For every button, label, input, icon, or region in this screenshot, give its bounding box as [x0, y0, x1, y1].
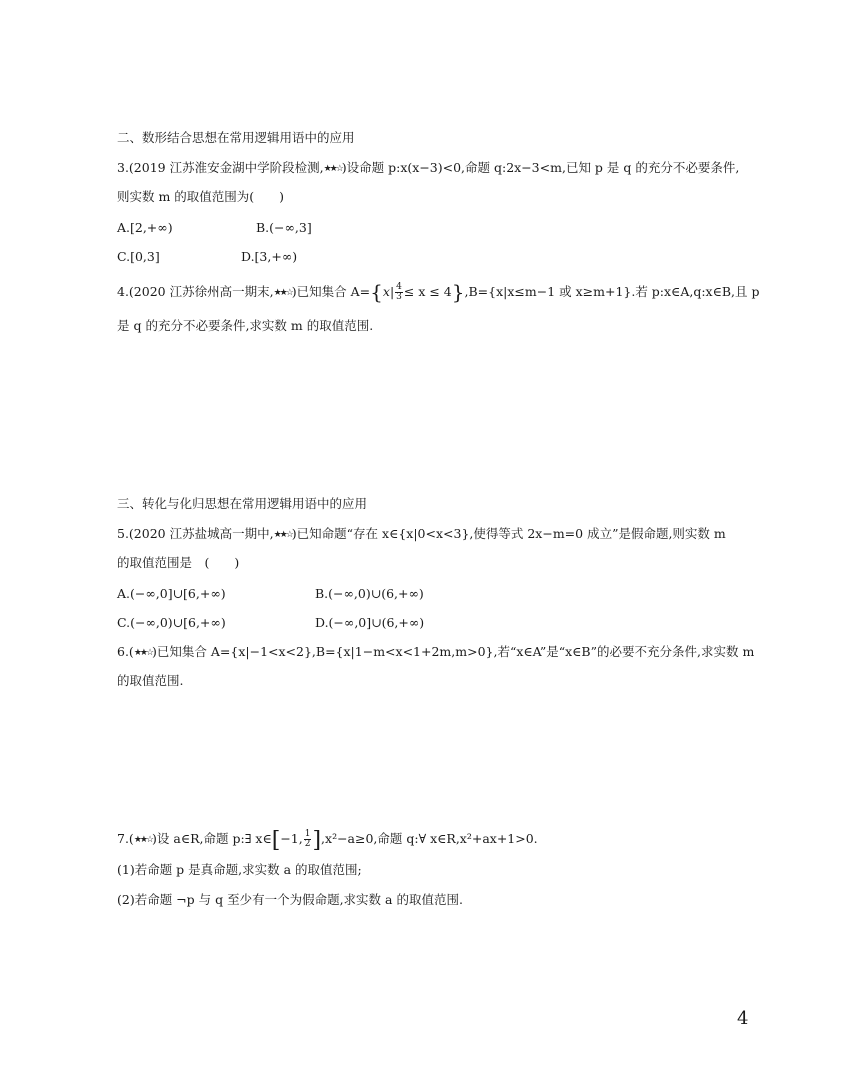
- fraction-denominator: 3: [396, 292, 402, 302]
- question-5-prefix: 5.(2020 江苏盐城高一期中,: [117, 526, 274, 541]
- set-condition: ≤ x ≤ 4: [403, 284, 452, 299]
- fraction-four-thirds: [395, 283, 403, 302]
- question-6-text-2: 的取值范围.: [117, 673, 184, 688]
- question-3-text-1: )设命题 p:x(x−3)<0,命题 q:2x−3<m,已知 p 是 q 的充分不必要条件,: [341, 160, 740, 175]
- interval-close-bracket: ]: [312, 828, 322, 853]
- question-5-option-c: C.(−∞,0)∪[6,+∞): [117, 615, 226, 630]
- question-4-text-1b: ,B={x|x≤m−1 或 x≥m+1}.若 p:x∈A,q:x∈B,且 p: [464, 284, 760, 299]
- question-6-prefix: 6.(: [117, 644, 134, 659]
- question-4-text-2: 是 q 的充分不必要条件,求实数 m 的取值范围.: [117, 318, 374, 333]
- page-number: 4: [737, 1008, 749, 1029]
- set-close-brace: }: [451, 280, 465, 304]
- question-7-text-1b: ,x²−a≥0,命题 q:∀ x∈R,x²+ax+1>0.: [321, 831, 538, 846]
- fraction-numerator: 4: [396, 282, 402, 292]
- question-4-prefix: 4.(2020 江苏徐州高一期末,: [117, 284, 274, 299]
- question-3-option-c: C.[0,3]: [117, 249, 160, 264]
- interval-open-bracket: [: [271, 828, 281, 853]
- section-3-title: 三、转化与化归思想在常用逻辑用语中的应用: [117, 496, 368, 511]
- difficulty-stars-icon: ★★☆: [323, 164, 342, 174]
- set-open-brace: {: [370, 280, 383, 304]
- section-2-title: 二、数形结合思想在常用逻辑用语中的应用: [117, 130, 355, 145]
- question-3-line-1: [117, 160, 739, 177]
- fraction-denominator: 2: [304, 839, 311, 849]
- question-7-part-1: (1)若命题 p 是真命题,求实数 a 的取值范围;: [117, 862, 362, 877]
- difficulty-stars-icon: ★★☆: [133, 835, 153, 845]
- interval-left: −1,: [280, 831, 303, 846]
- question-4-line-1: [117, 280, 760, 304]
- question-3-option-d: D.[3,+∞): [241, 249, 298, 264]
- question-4-text-1a: )已知集合 A=: [291, 284, 371, 299]
- difficulty-stars-icon: ★★☆: [133, 648, 153, 658]
- question-5-text-1: )已知命题“存在 x∈{x|0<x<3},使得等式 2x−m=0 成立”是假命题,则实数 m: [291, 526, 726, 541]
- question-7-prefix: 7.(: [117, 831, 134, 846]
- fraction-numerator: 1: [304, 829, 311, 839]
- question-6-line-1: [117, 644, 754, 661]
- set-bar: |: [389, 284, 395, 299]
- difficulty-stars-icon: ★★☆: [273, 530, 292, 540]
- question-3-text-2: 则实数 m 的取值范围为( ): [117, 189, 285, 204]
- fraction-one-half: [304, 830, 312, 849]
- question-5-option-a: A.(−∞,0]∪[6,+∞): [117, 586, 226, 601]
- question-5-text-2: 的取值范围是 ( ): [117, 555, 240, 570]
- set-variable: x: [382, 284, 390, 299]
- question-7-line-1: [117, 828, 538, 853]
- question-7-part-2: (2)若命题 ¬p 与 q 至少有一个为假命题,求实数 a 的取值范围.: [117, 892, 463, 907]
- question-3-option-a: A.[2,+∞): [117, 220, 173, 235]
- question-5-option-d: D.(−∞,0]∪(6,+∞): [315, 615, 425, 630]
- question-3-option-b: B.(−∞,3]: [256, 220, 312, 235]
- question-7-text-1a: )设 a∈R,命题 p:∃ x∈: [152, 831, 272, 846]
- difficulty-stars-icon: ★★☆: [273, 288, 292, 298]
- question-6-text-1: )已知集合 A={x|−1<x<2},B={x|1−m<x<1+2m,m>0},若“x∈A”是“x∈B”的必要不充分条件,求实数 m: [152, 644, 755, 659]
- question-5-option-b: B.(−∞,0)∪(6,+∞): [315, 586, 424, 601]
- question-5-line-1: [117, 526, 726, 543]
- question-3-prefix: 3.(2019 江苏淮安金湖中学阶段检测,: [117, 160, 324, 175]
